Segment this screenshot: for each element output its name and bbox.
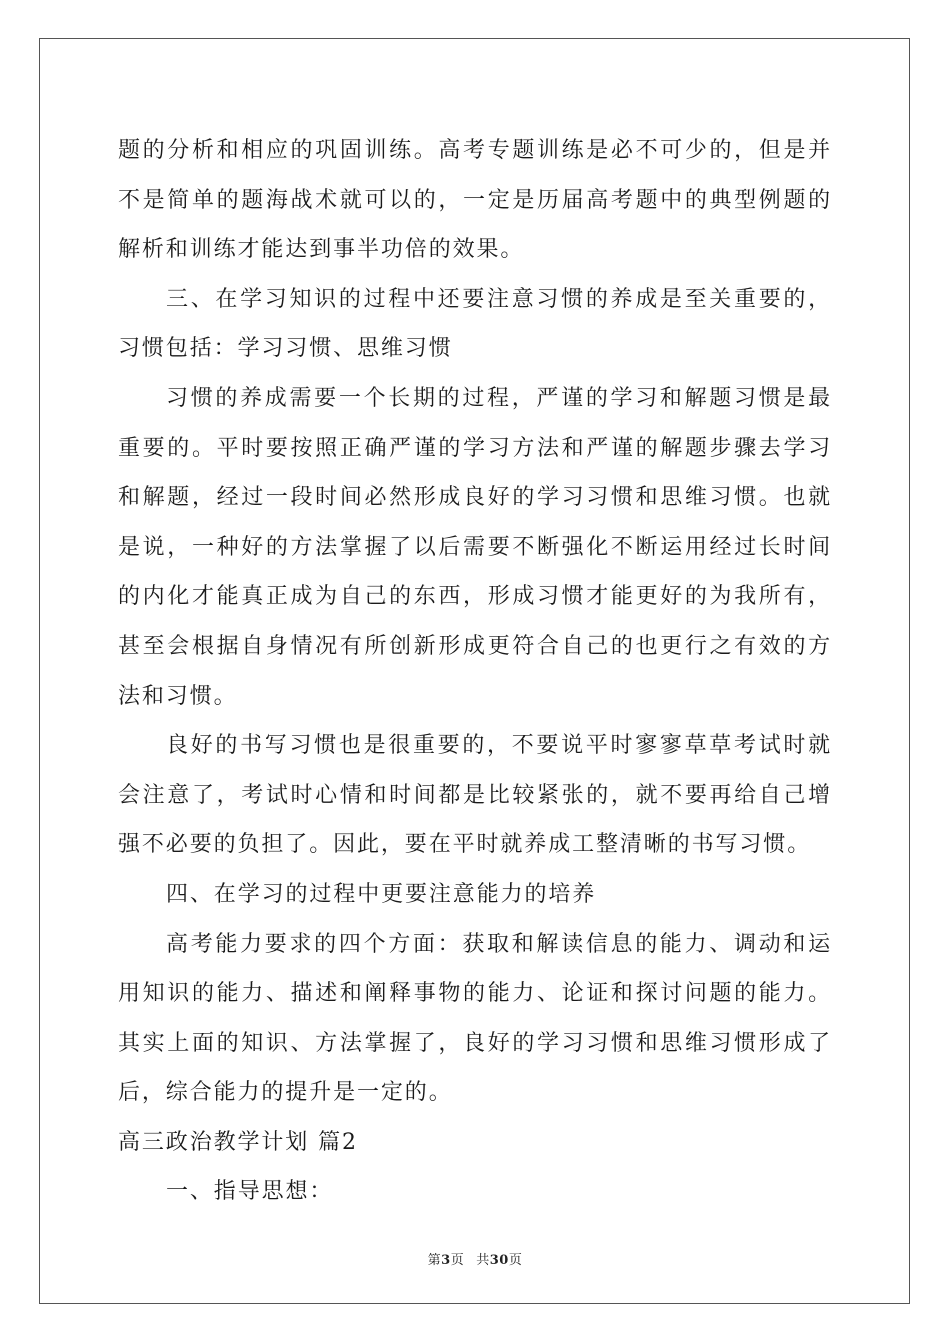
document-body xyxy=(118,126,832,1217)
footer-total-prefix: 共 xyxy=(476,1253,490,1268)
footer-page-number: 3 xyxy=(441,1253,451,1268)
footer-page-suffix: 页 xyxy=(450,1253,465,1268)
paragraph-guiding-idea: 一、指导思想： xyxy=(166,1179,334,1205)
paragraph-1: 题的分析和相应的巩固训练。高考专题训练是必不可少的，但是并不是简单的题海战术就可以的，一定是历届高考题中的典型例题的解析和训练才能达到事半功倍的效果。 xyxy=(118,138,832,263)
footer-total-pages: 30 xyxy=(489,1253,509,1268)
section-title: 高三政治教学计划 篇2 xyxy=(118,1129,358,1155)
page-footer xyxy=(0,1249,950,1268)
paragraph-habit-formation: 习惯的养成需要一个长期的过程，严谨的学习和解题习惯是最重要的。平时要按照正确严谨的学习方法和严谨的解题步骤去学习和解题，经过一段时间必然形成良好的学习习惯和思维习惯。也就是说，一种好的方法掌握了以后需要不断强化不断运用经过长时间的内化才能真正成为自己的东西，形成习惯才能更好的为我所有，甚至会根据自身情况有所创新形成更符合自己的也更行之有效的方法和习惯。 xyxy=(118,385,832,709)
footer-prefix: 第 xyxy=(427,1253,442,1268)
paragraph-section-four: 四、在学习的过程中更要注意能力的培养 xyxy=(166,881,597,907)
footer-total-suffix: 页 xyxy=(508,1253,523,1268)
paragraph-writing-habit: 良好的书写习惯也是很重要的，不要说平时寥寥草草考试时就会注意了，考试时心情和时间都是比较紧张的，就不要再给自己增强不必要的负担了。因此，要在平时就养成工整清晰的书写习惯。 xyxy=(118,733,832,858)
paragraph-ability: 高考能力要求的四个方面：获取和解读信息的能力、调动和运用知识的能力、描述和阐释事物的能力、论证和探讨问题的能力。其实上面的知识、方法掌握了，良好的学习习惯和思维习惯形成了后，综合能力的提升是一定的。 xyxy=(118,931,832,1106)
paragraph-section-three: 三、在学习知识的过程中还要注意习惯的养成是至关重要的，习惯包括：学习习惯、思维习惯 xyxy=(118,286,832,362)
